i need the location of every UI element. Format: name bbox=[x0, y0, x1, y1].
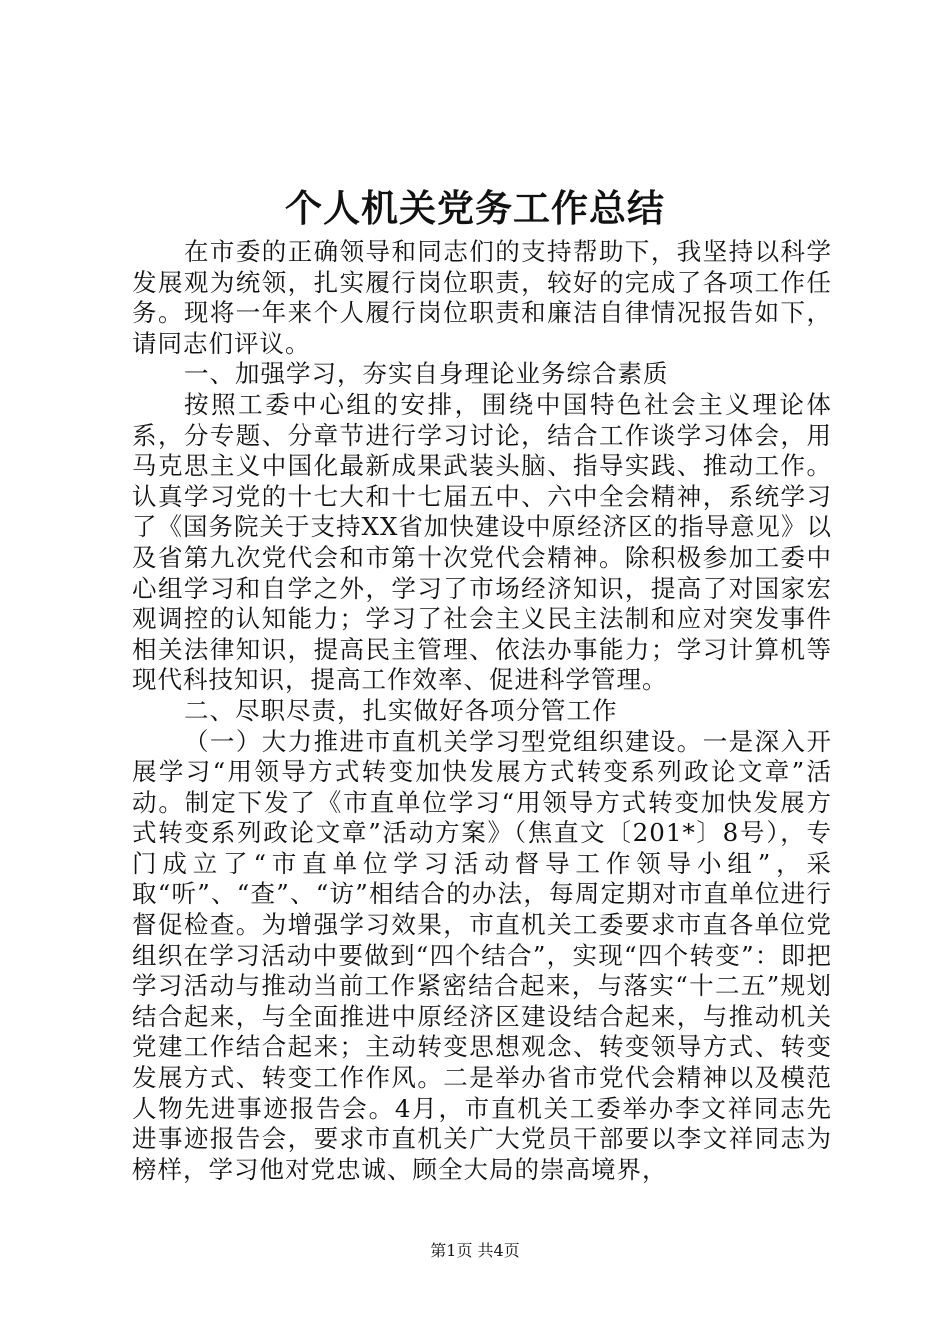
section-heading-1: 一、加强学习，夯实自身理论业务综合素质 bbox=[184, 359, 669, 389]
intro-paragraph: 在市委的正确领导和同志们的支持帮助下，我坚持以科学发展观为统领，扎实履行岗位职责，较好的完成了各项工作任务。现将一年来个人履行岗位职责和廉洁自律情况报告如下，请同志们评议。 bbox=[132, 237, 832, 358]
document-title: 个人机关党务工作总结 bbox=[285, 186, 665, 230]
page-number-footer: 第1页 共4页 bbox=[430, 1241, 520, 1260]
section-1-paragraph: 按照工委中心组的安排，围绕中国特色社会主义理论体系，分专题、分章节进行学习讨论，结合工作谈学习体会，用马克思主义中国化最新成果武装头脑、指导实践、推动工作。认真学习党的十七大和十七届五中、六中全会精神，系统学习了《国务院关于支持XX省加快建设中原经济区的指导意见》以及省第九次党代会和市第十次党代会精神。除积极参加工委中心组学习和自学之外，学习了市场经济知识，提高了对国家宏观调控的认知能力；学习了社会主义民主法制和应对突发事件相关法律知识，提高民主管理、依法办事能力；学习计算机等现代科技知识，提高工作效率、促进科学管理。 bbox=[132, 389, 832, 695]
document-body bbox=[132, 237, 832, 1185]
section-heading-2: 二、尽职尽责，扎实做好各项分管工作 bbox=[184, 695, 618, 725]
section-2-paragraph: （一）大力推进市直机关学习型党组织建设。一是深入开展学习“用领导方式转变加快发展方式转变系列政论文章”活动。制定下发了《市直单位学习“用领导方式转变加快发展方式转变系列政论文章”活动方案》（焦直文〔201*〕8号），专门成立了“市直单位学习活动督导工作领导小组”，采取“听”、“查”、“访”相结合的办法，每周定期对市直单位进行督促检查。为增强学习效果，市直机关工委要求市直各单位党组织在学习活动中要做到“四个结合”，实现“四个转变”：即把学习活动与推动当前工作紧密结合起来，与落实“十二五”规划结合起来，与全面推进中原经济区建设结合起来，与推动机关党建工作结合起来；主动转变思想观念、转变领导方式、转变发展方式、转变工作作风。二是举办省市党代会精神以及模范人物先进事迹报告会。4月，市直机关工委举办李文祥同志先进事迹报告会，要求市直机关广大党员干部要以李文祥同志为榜样，学习他对党忠诚、顾全大局的崇高境界， bbox=[132, 726, 832, 1184]
